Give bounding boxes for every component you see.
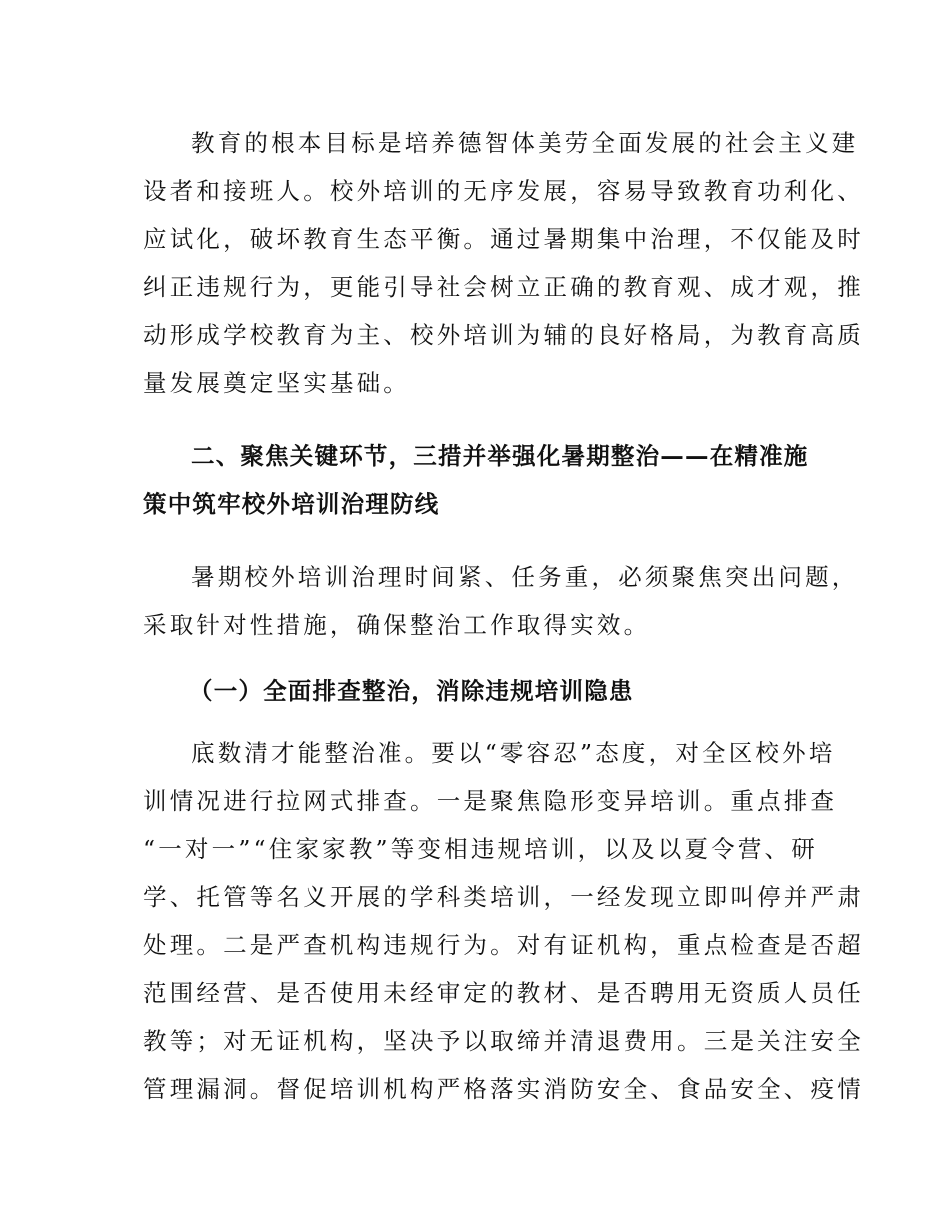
- text-line: 暑期校外培训治理时间紧、任务重，必须聚焦突出问题，: [191, 563, 859, 591]
- text-line: 处理。二是严查机构违规行为。对有证机构，重点检查是否超: [143, 931, 864, 959]
- text-line: 设者和接班人。校外培训的无序发展，容易导致教育功利化、: [143, 177, 864, 205]
- text-line: 采取针对性措施，确保整治工作取得实效。: [143, 611, 651, 639]
- heading-line: 策中筑牢校外培训治理防线: [143, 490, 440, 518]
- text-line: 底数清才能整治准。要以“零容忍”态度，对全区校外培: [191, 739, 836, 767]
- heading-line: 二、聚焦关键环节，三措并举强化暑期整治——在精准施: [191, 442, 809, 470]
- text-line: “一对一”“住家家教”等变相违规培训，以及以夏令营、研: [143, 835, 818, 863]
- text-line: 教育的根本目标是培养德智体美劳全面发展的社会主义建: [191, 129, 859, 157]
- subsection-heading: （一）全面排查整治，消除违规培训隐患: [189, 677, 634, 705]
- text-line: 训情况进行拉网式排查。一是聚焦隐形变异培训。重点排查: [143, 787, 838, 815]
- text-line: 范围经营、是否使用未经审定的教材、是否聘用无资质人员任: [143, 979, 864, 1007]
- text-line: 管理漏洞。督促培训机构严格落实消防安全、食品安全、疫情: [143, 1075, 864, 1103]
- text-line: 纠正违规行为，更能引导社会树立正确的教育观、成才观，推: [143, 273, 864, 301]
- text-line: 教等；对无证机构，坚决予以取缔并清退费用。三是关注安全: [143, 1027, 864, 1055]
- text-line: 量发展奠定坚实基础。: [143, 369, 410, 397]
- text-line: 动形成学校教育为主、校外培训为辅的良好格局，为教育高质: [143, 321, 864, 349]
- text-line: 应试化，破坏教育生态平衡。通过暑期集中治理，不仅能及时: [143, 225, 864, 253]
- text-line: 学、托管等名义开展的学科类培训，一经发现立即叫停并严肃: [143, 883, 864, 911]
